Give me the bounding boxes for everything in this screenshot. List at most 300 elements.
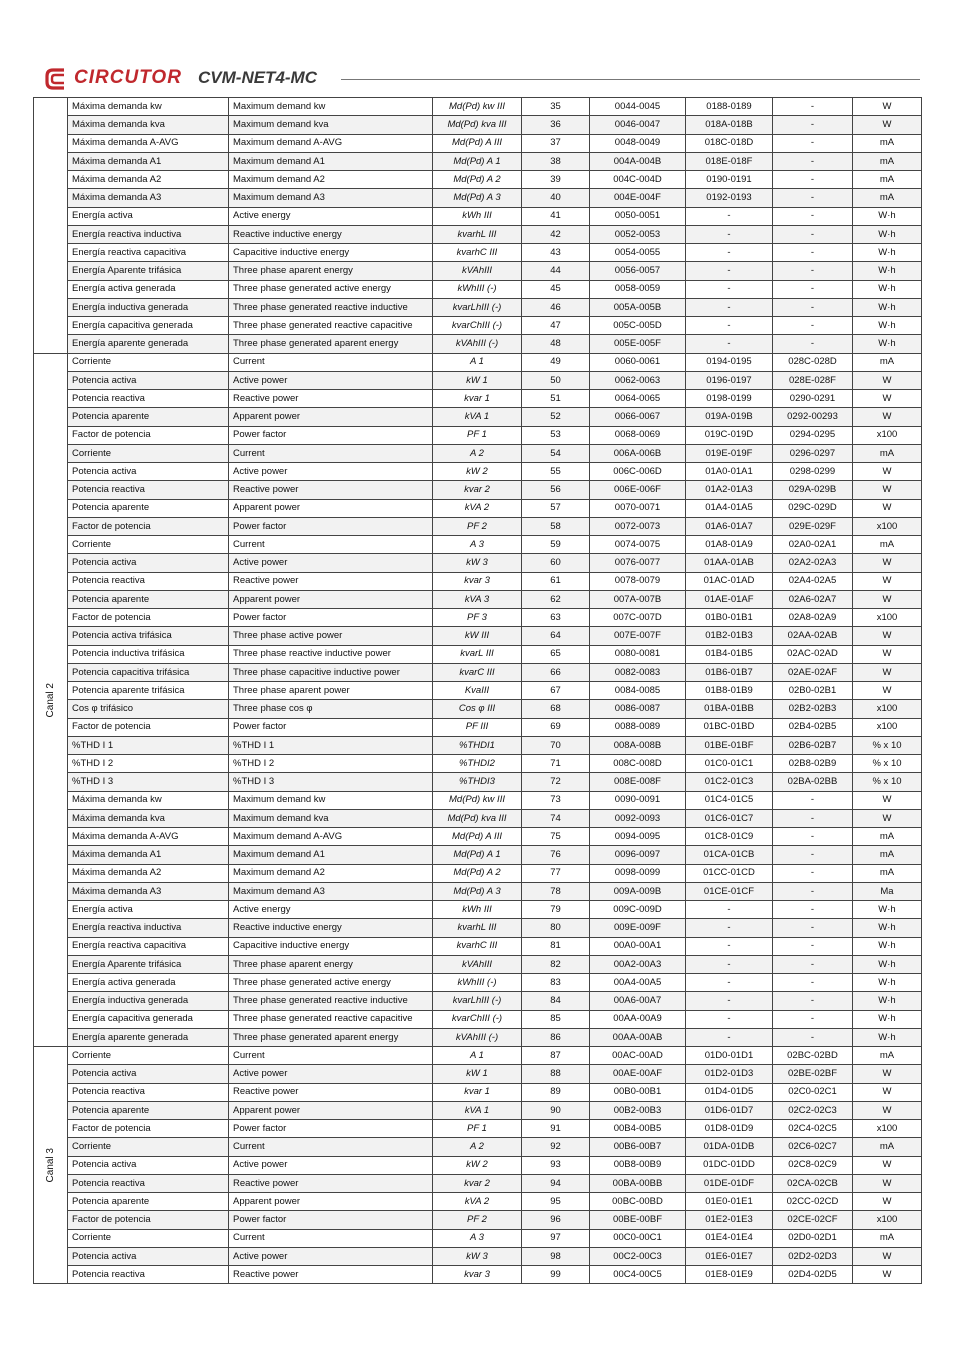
table-cell: 004A-004B: [590, 152, 686, 170]
table-cell: 82: [522, 955, 590, 973]
table-cell: 48: [522, 335, 590, 353]
table-cell: Energía activa: [68, 901, 229, 919]
table-cell: Three phase generated active energy: [229, 974, 433, 992]
table-cell: 007C-007D: [590, 609, 686, 627]
table-cell: 55: [522, 463, 590, 481]
table-cell: -: [686, 992, 773, 1010]
table-cell: W: [853, 1174, 922, 1192]
table-cell: %THD I 2: [229, 755, 433, 773]
table-cell: 01A4-01A5: [686, 499, 773, 517]
table-cell: 38: [522, 152, 590, 170]
table-cell: Potencia aparente: [68, 1101, 229, 1119]
table-cell: W: [853, 663, 922, 681]
table-cell: 02D4-02D5: [773, 1266, 853, 1284]
table-cell: 02D0-02D1: [773, 1229, 853, 1247]
table-cell: 01C8-01C9: [686, 828, 773, 846]
table-cell: -: [773, 280, 853, 298]
table-row: [34, 1266, 922, 1284]
table-cell: Apparent power: [229, 1101, 433, 1119]
table-cell: Three phase generated aparent energy: [229, 335, 433, 353]
table-cell: 004C-004D: [590, 171, 686, 189]
table-cell: W: [853, 499, 922, 517]
table-cell: 008C-008D: [590, 755, 686, 773]
table-cell: Corriente: [68, 1138, 229, 1156]
table-cell: W: [853, 371, 922, 389]
table-cell: 01B8-01B9: [686, 682, 773, 700]
table-row: [34, 864, 922, 882]
table-cell: -: [773, 955, 853, 973]
table-cell: Potencia aparente: [68, 590, 229, 608]
table-cell: 61: [522, 572, 590, 590]
table-cell: W: [853, 590, 922, 608]
table-cell: Three phase aparent power: [229, 682, 433, 700]
table-cell: Power factor: [229, 1120, 433, 1138]
table-cell: A 2: [433, 444, 522, 462]
table-cell: 01BC-01BD: [686, 718, 773, 736]
table-cell: 02C8-02C9: [773, 1156, 853, 1174]
group-cell: [34, 1047, 68, 1284]
table-row: [34, 280, 922, 298]
table-cell: -: [773, 207, 853, 225]
table-row: [34, 682, 922, 700]
table-cell: 0056-0057: [590, 262, 686, 280]
table-cell: -: [686, 298, 773, 316]
table-cell: Potencia activa trifásica: [68, 627, 229, 645]
table-cell: 006E-006F: [590, 481, 686, 499]
table-cell: 52: [522, 408, 590, 426]
table-cell: 58: [522, 517, 590, 535]
group-cell: [34, 98, 68, 354]
table-cell: 00AE-00AF: [590, 1065, 686, 1083]
table-cell: 00B6-00B7: [590, 1138, 686, 1156]
table-cell: Cos φ trifásico: [68, 700, 229, 718]
table-cell: Md(Pd) kva III: [433, 809, 522, 827]
table-row: [34, 171, 922, 189]
table-cell: mA: [853, 846, 922, 864]
table-row: [34, 152, 922, 170]
table-cell: Potencia activa: [68, 554, 229, 572]
table-cell: 02AE-02AF: [773, 663, 853, 681]
table-cell: 01C0-01C1: [686, 755, 773, 773]
table-cell: % x 10: [853, 736, 922, 754]
table-row: [34, 992, 922, 1010]
table-cell: 00AA-00A9: [590, 1010, 686, 1028]
table-row: [34, 554, 922, 572]
table-cell: Potencia activa: [68, 1065, 229, 1083]
table-cell: kWhIII (-): [433, 974, 522, 992]
table-cell: A 1: [433, 1047, 522, 1065]
table-cell: Three phase generated reactive capacitive: [229, 317, 433, 335]
table-cell: 88: [522, 1065, 590, 1083]
table-cell: Reactive power: [229, 1266, 433, 1284]
table-cell: -: [686, 280, 773, 298]
table-cell: Three phase aparent energy: [229, 955, 433, 973]
table-cell: x100: [853, 1211, 922, 1229]
table-cell: Corriente: [68, 444, 229, 462]
table-cell: Potencia reactiva: [68, 1174, 229, 1192]
table-cell: Reactive inductive energy: [229, 919, 433, 937]
table-cell: Md(Pd) A 2: [433, 171, 522, 189]
table-cell: Potencia reactiva: [68, 390, 229, 408]
table-cell: Three phase generated reactive inductive: [229, 298, 433, 316]
table-cell: 0084-0085: [590, 682, 686, 700]
table-cell: 01B0-01B1: [686, 609, 773, 627]
table-row: [34, 244, 922, 262]
table-cell: 94: [522, 1174, 590, 1192]
table-row: [34, 1120, 922, 1138]
table-cell: 95: [522, 1193, 590, 1211]
table-row: [34, 901, 922, 919]
table-cell: -: [686, 225, 773, 243]
table-cell: 69: [522, 718, 590, 736]
table-cell: 00A4-00A5: [590, 974, 686, 992]
table-cell: Three phase reactive inductive power: [229, 645, 433, 663]
table-cell: 65: [522, 645, 590, 663]
table-cell: kvar 1: [433, 1083, 522, 1101]
table-cell: Potencia reactiva: [68, 481, 229, 499]
table-cell: 0192-0193: [686, 189, 773, 207]
table-cell: -: [773, 189, 853, 207]
table-cell: W: [853, 791, 922, 809]
table-cell: 006C-006D: [590, 463, 686, 481]
table-cell: 0292-00293: [773, 408, 853, 426]
table-row: [34, 1156, 922, 1174]
table-cell: W·h: [853, 298, 922, 316]
table-cell: 0088-0089: [590, 718, 686, 736]
table-cell: mA: [853, 171, 922, 189]
table-cell: Three phase generated reactive capacitive: [229, 1010, 433, 1028]
table-cell: kVAhIII (-): [433, 335, 522, 353]
table-cell: 01A6-01A7: [686, 517, 773, 535]
table-cell: 02B2-02B3: [773, 700, 853, 718]
table-cell: W·h: [853, 919, 922, 937]
table-cell: 00B8-00B9: [590, 1156, 686, 1174]
table-row: [34, 408, 922, 426]
table-cell: W: [853, 554, 922, 572]
table-cell: Potencia activa: [68, 463, 229, 481]
table-cell: mA: [853, 1047, 922, 1065]
table-cell: -: [773, 809, 853, 827]
table-cell: 0198-0199: [686, 390, 773, 408]
table-cell: W·h: [853, 335, 922, 353]
table-cell: 74: [522, 809, 590, 827]
table-cell: Maximum demand A2: [229, 864, 433, 882]
table-cell: 02CA-02CB: [773, 1174, 853, 1192]
table-cell: 02C0-02C1: [773, 1083, 853, 1101]
table-cell: W·h: [853, 974, 922, 992]
table-cell: Md(Pd) kw III: [433, 98, 522, 116]
table-cell: Potencia reactiva: [68, 1083, 229, 1101]
table-cell: -: [773, 919, 853, 937]
table-cell: -: [773, 864, 853, 882]
table-cell: W·h: [853, 955, 922, 973]
table-cell: 80: [522, 919, 590, 937]
table-cell: Potencia aparente: [68, 408, 229, 426]
table-cell: 0046-0047: [590, 116, 686, 134]
table-cell: W: [853, 1101, 922, 1119]
table-row: [34, 116, 922, 134]
table-cell: 0070-0071: [590, 499, 686, 517]
table-cell: 84: [522, 992, 590, 1010]
table-cell: 75: [522, 828, 590, 846]
table-row: [34, 609, 922, 627]
table-cell: 02C6-02C7: [773, 1138, 853, 1156]
table-cell: 01C2-01C3: [686, 773, 773, 791]
table-cell: Md(Pd) A III: [433, 134, 522, 152]
table-cell: -: [686, 317, 773, 335]
table-row: [34, 98, 922, 116]
table-cell: mA: [853, 1229, 922, 1247]
table-cell: 00AC-00AD: [590, 1047, 686, 1065]
table-cell: Active power: [229, 554, 433, 572]
page-header: [44, 66, 920, 94]
table-row: [34, 1065, 922, 1083]
table-row: [34, 499, 922, 517]
table-cell: Energía aparente generada: [68, 1028, 229, 1046]
table-cell: mA: [853, 864, 922, 882]
table-cell: 0068-0069: [590, 426, 686, 444]
table-cell: Current: [229, 536, 433, 554]
table-cell: -: [773, 244, 853, 262]
table-cell: Three phase cos φ: [229, 700, 433, 718]
table-cell: W·h: [853, 280, 922, 298]
table-cell: kvarhL III: [433, 225, 522, 243]
table-cell: Md(Pd) kw III: [433, 791, 522, 809]
table-cell: W: [853, 572, 922, 590]
table-cell: kvar 1: [433, 390, 522, 408]
table-cell: 0196-0197: [686, 371, 773, 389]
table-cell: -: [686, 974, 773, 992]
table-cell: kvar 2: [433, 481, 522, 499]
table-cell: 01AE-01AF: [686, 590, 773, 608]
table-cell: PF 2: [433, 1211, 522, 1229]
table-row: [34, 1047, 922, 1065]
table-cell: -: [686, 937, 773, 955]
table-cell: Potencia activa: [68, 1247, 229, 1265]
table-cell: 86: [522, 1028, 590, 1046]
table-cell: -: [773, 901, 853, 919]
table-cell: 02B6-02B7: [773, 736, 853, 754]
table-cell: Three phase generated reactive inductive: [229, 992, 433, 1010]
table-cell: Potencia aparente trifásica: [68, 682, 229, 700]
table-cell: Máxima demanda kva: [68, 116, 229, 134]
table-cell: -: [686, 207, 773, 225]
table-cell: kWh III: [433, 901, 522, 919]
table-row: [34, 444, 922, 462]
table-cell: Maximum demand A-AVG: [229, 134, 433, 152]
table-cell: Md(Pd) kva III: [433, 116, 522, 134]
table-row: [34, 1010, 922, 1028]
table-row: [34, 1229, 922, 1247]
table-cell: kvarL III: [433, 645, 522, 663]
table-cell: 62: [522, 590, 590, 608]
table-cell: Active power: [229, 463, 433, 481]
table-cell: W: [853, 1065, 922, 1083]
table-cell: PF 1: [433, 1120, 522, 1138]
table-cell: 028E-028F: [773, 371, 853, 389]
table-cell: -: [686, 335, 773, 353]
table-cell: 01CE-01CF: [686, 882, 773, 900]
table-cell: Energía activa: [68, 207, 229, 225]
table-cell: 78: [522, 882, 590, 900]
table-row: [34, 937, 922, 955]
table-cell: Three phase aparent energy: [229, 262, 433, 280]
table-cell: -: [686, 1028, 773, 1046]
table-cell: 01C4-01C5: [686, 791, 773, 809]
table-cell: 00AA-00AB: [590, 1028, 686, 1046]
table-cell: 02A4-02A5: [773, 572, 853, 590]
table-cell: W: [853, 98, 922, 116]
table-row: [34, 1193, 922, 1211]
table-cell: Three phase generated active energy: [229, 280, 433, 298]
table-cell: 97: [522, 1229, 590, 1247]
table-cell: 00BA-00BB: [590, 1174, 686, 1192]
table-cell: W·h: [853, 262, 922, 280]
table-cell: 0074-0075: [590, 536, 686, 554]
table-cell: %THD I 1: [68, 736, 229, 754]
table-cell: 0078-0079: [590, 572, 686, 590]
table-cell: Potencia aparente: [68, 499, 229, 517]
table-cell: kVA 3: [433, 590, 522, 608]
table-cell: Energía capacitiva generada: [68, 317, 229, 335]
table-row: [34, 1083, 922, 1101]
table-cell: 02A8-02A9: [773, 609, 853, 627]
table-cell: Máxima demanda kw: [68, 791, 229, 809]
table-cell: W·h: [853, 207, 922, 225]
table-cell: Energía activa generada: [68, 280, 229, 298]
table-cell: -: [773, 937, 853, 955]
table-cell: mA: [853, 1138, 922, 1156]
table-row: [34, 572, 922, 590]
table-cell: Md(Pd) A 2: [433, 864, 522, 882]
table-cell: Máxima demanda A3: [68, 189, 229, 207]
table-cell: 01B2-01B3: [686, 627, 773, 645]
table-cell: 91: [522, 1120, 590, 1138]
table-cell: 89: [522, 1083, 590, 1101]
table-cell: 96: [522, 1211, 590, 1229]
table-cell: 37: [522, 134, 590, 152]
table-cell: 007A-007B: [590, 590, 686, 608]
table-cell: Md(Pd) A 3: [433, 882, 522, 900]
table-row: [34, 627, 922, 645]
table-cell: Corriente: [68, 1047, 229, 1065]
table-cell: Reactive power: [229, 572, 433, 590]
table-row: [34, 371, 922, 389]
table-cell: 01B4-01B5: [686, 645, 773, 663]
table-cell: 018A-018B: [686, 116, 773, 134]
table-cell: Energía Aparente trifásica: [68, 955, 229, 973]
table-cell: 01D0-01D1: [686, 1047, 773, 1065]
table-cell: Factor de potencia: [68, 1120, 229, 1138]
table-cell: 00C4-00C5: [590, 1266, 686, 1284]
table-cell: 0090-0091: [590, 791, 686, 809]
table-cell: 02C2-02C3: [773, 1101, 853, 1119]
table-cell: Md(Pd) A 1: [433, 152, 522, 170]
register-table: [33, 97, 922, 1284]
table-row: [34, 974, 922, 992]
table-cell: kvarhL III: [433, 919, 522, 937]
table-cell: 0086-0087: [590, 700, 686, 718]
table-cell: Corriente: [68, 536, 229, 554]
table-row: [34, 919, 922, 937]
table-cell: -: [773, 1028, 853, 1046]
table-cell: -: [773, 992, 853, 1010]
table-cell: Capacitive inductive energy: [229, 244, 433, 262]
table-cell: 02B8-02B9: [773, 755, 853, 773]
table-cell: 42: [522, 225, 590, 243]
table-row: [34, 846, 922, 864]
table-cell: Energía reactiva inductiva: [68, 225, 229, 243]
table-cell: A 3: [433, 536, 522, 554]
table-cell: 57: [522, 499, 590, 517]
table-cell: W: [853, 682, 922, 700]
table-cell: -: [686, 262, 773, 280]
table-row: [34, 1211, 922, 1229]
table-cell: Current: [229, 444, 433, 462]
table-cell: 028C-028D: [773, 353, 853, 371]
table-cell: x100: [853, 609, 922, 627]
table-cell: 02CE-02CF: [773, 1211, 853, 1229]
table-row: [34, 700, 922, 718]
table-cell: W: [853, 1247, 922, 1265]
table-cell: 01E6-01E7: [686, 1247, 773, 1265]
table-row: [34, 882, 922, 900]
table-cell: 0190-0191: [686, 171, 773, 189]
table-cell: Maximum demand A2: [229, 171, 433, 189]
table-cell: Maximum demand kva: [229, 116, 433, 134]
table-cell: 99: [522, 1266, 590, 1284]
table-cell: 72: [522, 773, 590, 791]
table-cell: kvar 3: [433, 572, 522, 590]
table-cell: 019E-019F: [686, 444, 773, 462]
table-cell: %THDI1: [433, 736, 522, 754]
table-cell: PF 1: [433, 426, 522, 444]
table-cell: -: [686, 244, 773, 262]
table-cell: kWhIII (-): [433, 280, 522, 298]
table-cell: 01AA-01AB: [686, 554, 773, 572]
table-cell: 00A0-00A1: [590, 937, 686, 955]
table-cell: 01DE-01DF: [686, 1174, 773, 1192]
table-cell: 01DC-01DD: [686, 1156, 773, 1174]
table-cell: -: [686, 919, 773, 937]
table-row: [34, 298, 922, 316]
table-cell: 01A8-01A9: [686, 536, 773, 554]
table-cell: Active power: [229, 1156, 433, 1174]
table-cell: Three phase generated aparent energy: [229, 1028, 433, 1046]
table-cell: 01E8-01E9: [686, 1266, 773, 1284]
table-cell: Potencia activa: [68, 371, 229, 389]
table-cell: x100: [853, 517, 922, 535]
table-cell: 0048-0049: [590, 134, 686, 152]
table-cell: mA: [853, 444, 922, 462]
table-cell: 01D2-01D3: [686, 1065, 773, 1083]
table-cell: A 1: [433, 353, 522, 371]
table-cell: kW 3: [433, 1247, 522, 1265]
table-cell: kWh III: [433, 207, 522, 225]
table-row: [34, 1028, 922, 1046]
table-cell: 029E-029F: [773, 517, 853, 535]
table-cell: 56: [522, 481, 590, 499]
table-cell: 77: [522, 864, 590, 882]
table-cell: -: [773, 262, 853, 280]
table-cell: W: [853, 1156, 922, 1174]
table-cell: 01CC-01CD: [686, 864, 773, 882]
table-cell: 0050-0051: [590, 207, 686, 225]
table-cell: Reactive power: [229, 1174, 433, 1192]
table-cell: 0194-0195: [686, 353, 773, 371]
table-cell: mA: [853, 536, 922, 554]
table-cell: kvar 2: [433, 1174, 522, 1192]
